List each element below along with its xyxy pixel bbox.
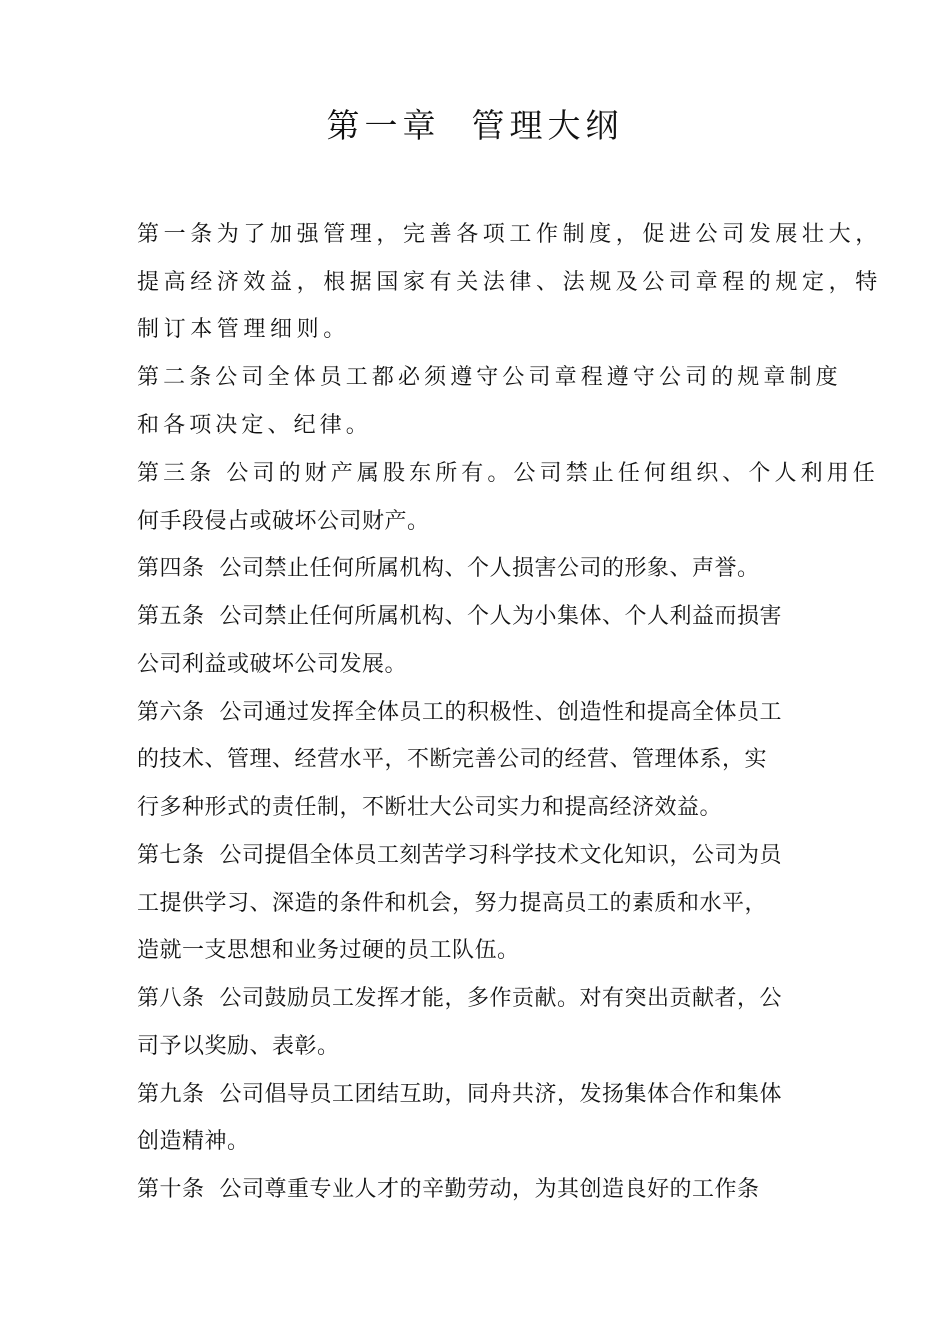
text-line: 的技术、管理、经营水平，不断完善公司的经营、管理体系，实 bbox=[137, 747, 768, 772]
text-line: 创造精神。 bbox=[137, 1129, 250, 1154]
chapter-title: 第一章 管理大纲 bbox=[326, 106, 624, 145]
text-line: 第九条 公司倡导员工团结互助，同舟共济，发扬集体合作和集体 bbox=[137, 1082, 782, 1107]
text-line: 第七条 公司提倡全体员工刻苦学习科学技术文化知识，公司为员 bbox=[137, 843, 782, 868]
text-line: 提高经济效益，根据国家有关法律、法规及公司章程的规定，特 bbox=[137, 270, 882, 295]
text-line: 第四条 公司禁止任何所属机构、个人损害公司的形象、声誉。 bbox=[137, 556, 760, 581]
text-line: 第五条 公司禁止任何所属机构、个人为小集体、个人利益而损害 bbox=[137, 604, 782, 629]
text-line: 造就一支思想和业务过硬的员工队伍。 bbox=[137, 938, 520, 963]
text-line: 制订本管理细则。 bbox=[137, 317, 350, 342]
text-line: 第二条公司全体员工都必须遵守公司章程遵守公司的规章制度 bbox=[137, 365, 842, 390]
text-line: 第十条 公司尊重专业人才的辛勤劳动，为其创造良好的工作条 bbox=[137, 1177, 760, 1202]
text-line: 第八条 公司鼓励员工发挥才能，多作贡献。对有突出贡献者，公 bbox=[137, 986, 782, 1011]
text-line: 第三条 公司的财产属股东所有。公司禁止任何组织、个人利用任 bbox=[137, 461, 879, 486]
text-line: 何手段侵占或破坏公司财产。 bbox=[137, 509, 430, 534]
text-line: 行多种形式的责任制，不断壮大公司实力和提高经济效益。 bbox=[137, 795, 723, 820]
text-line: 第一条为了加强管理，完善各项工作制度，促进公司发展壮大， bbox=[137, 222, 882, 247]
text-line: 司予以奖励、表彰。 bbox=[137, 1034, 340, 1059]
text-line: 第六条 公司通过发挥全体员工的积极性、创造性和提高全体员工 bbox=[137, 700, 782, 725]
text-line: 工提供学习、深造的条件和机会，努力提高员工的素质和水平， bbox=[137, 891, 768, 916]
text-line: 公司利益或破坏公司发展。 bbox=[137, 652, 408, 677]
text-line: 和各项决定、纪律。 bbox=[137, 413, 372, 438]
